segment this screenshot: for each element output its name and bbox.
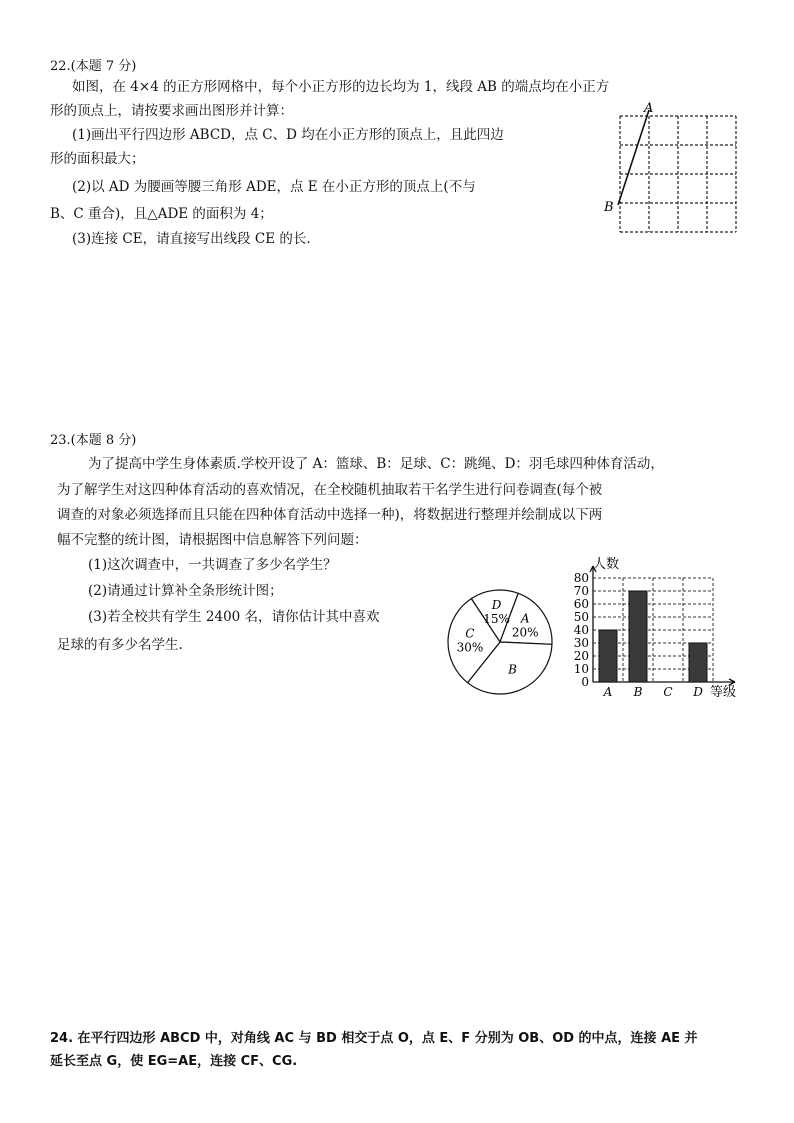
q23-line-8: 足球的有多少名学生.	[57, 637, 183, 653]
bar-chart	[560, 555, 750, 705]
y-tick-label: 20	[573, 649, 589, 663]
y-tick-label: 70	[573, 584, 589, 598]
q22-line-7: (3)连接 CE，请直接写出线段 CE 的长.	[72, 231, 311, 247]
bar-xlabel: 等级	[710, 685, 737, 700]
x-tick-label-A: A	[603, 685, 613, 699]
segment-ab	[618, 110, 649, 205]
bar-ylabel: 人数	[593, 557, 620, 572]
y-tick-label: 60	[573, 597, 589, 611]
q23-line-3: 调查的对象必须选择而且只能在四种体育活动中选择一种)，将数据进行整理并绘制成以下两	[57, 507, 603, 523]
q24-line-2: 延长至点 G，使 EG=AE，连接 CF、CG.	[50, 1054, 298, 1069]
pie-percent-C: 30%	[456, 640, 484, 655]
q23-line-2: 为了解学生对这四种体育活动的喜欢情况，在全校随机抽取若干名学生进行问卷调查(每个被	[57, 482, 603, 498]
q22-line-1: 如图，在 4×4 的正方形网格中，每个小正方形的边长均为 1，线段 AB 的端点均在小正方	[72, 79, 610, 95]
q24-line-1: 24. 在平行四边形 ABCD 中，对角线 AC 与 BD 相交于点 O，点 E、F 分别为 OB、OD 的中点，连接 AE 并	[50, 1031, 698, 1046]
y-tick-label: 40	[573, 623, 589, 637]
q22-line-6: B、C 重合)，且△ADE 的面积为 4；	[50, 206, 273, 222]
x-tick-label-C: C	[663, 685, 673, 699]
q22-line-4: 形的面积最大；	[50, 151, 145, 167]
bar-B	[629, 591, 647, 682]
pie-chart	[440, 580, 560, 700]
pie-percent-A: 20%	[511, 625, 539, 640]
q22-line-3: (1)画出平行四边形 ABCD，点 C、D 均在小正方形的顶点上，且此四边	[72, 127, 504, 143]
y-tick-label: 30	[573, 636, 589, 650]
pie-percent-D: 15%	[483, 612, 510, 626]
bar-D	[689, 643, 707, 682]
q22-line-2: 形的顶点上，请按要求画出图形并计算：	[50, 103, 293, 119]
q23-line-5: (1)这次调查中，一共调查了多少名学生？	[88, 557, 337, 573]
q23-line-4: 幅不完整的统计图，请根据图中信息解答下列问题：	[57, 532, 368, 548]
q22-grid-figure	[600, 100, 750, 240]
pie-label-D: D	[491, 598, 502, 612]
q23-line-6: (2)请通过计算补全条形统计图；	[88, 583, 283, 599]
bar-A	[599, 630, 617, 682]
q23-line-7: (3)若全校共有学生 2400 名，请你估计其中喜欢	[88, 609, 380, 625]
y-tick-label: 10	[573, 662, 589, 676]
point-a-label: A	[644, 101, 654, 116]
y-tick-label: 0	[581, 675, 589, 689]
y-tick-label: 50	[573, 610, 589, 624]
pie-label-C: C	[465, 626, 475, 641]
q23-line-1: 为了提高中学生身体素质.学校开设了 A：篮球、B：足球、C：跳绳、D：羽毛球四种体育活动，	[88, 456, 664, 472]
x-tick-label-D: D	[693, 685, 703, 699]
point-b-label: B	[604, 200, 614, 215]
q23-title: 23.(本题 8 分)	[50, 433, 137, 448]
q22-title: 22.(本题 7 分)	[50, 59, 137, 74]
q22-line-5: (2)以 AD 为腰画等腰三角形 ADE，点 E 在小正方形的顶点上(不与	[72, 179, 476, 195]
x-tick-label-B: B	[633, 685, 643, 699]
pie-label-A: A	[520, 611, 530, 626]
pie-label-B: B	[508, 662, 517, 677]
y-tick-label: 80	[573, 571, 589, 585]
